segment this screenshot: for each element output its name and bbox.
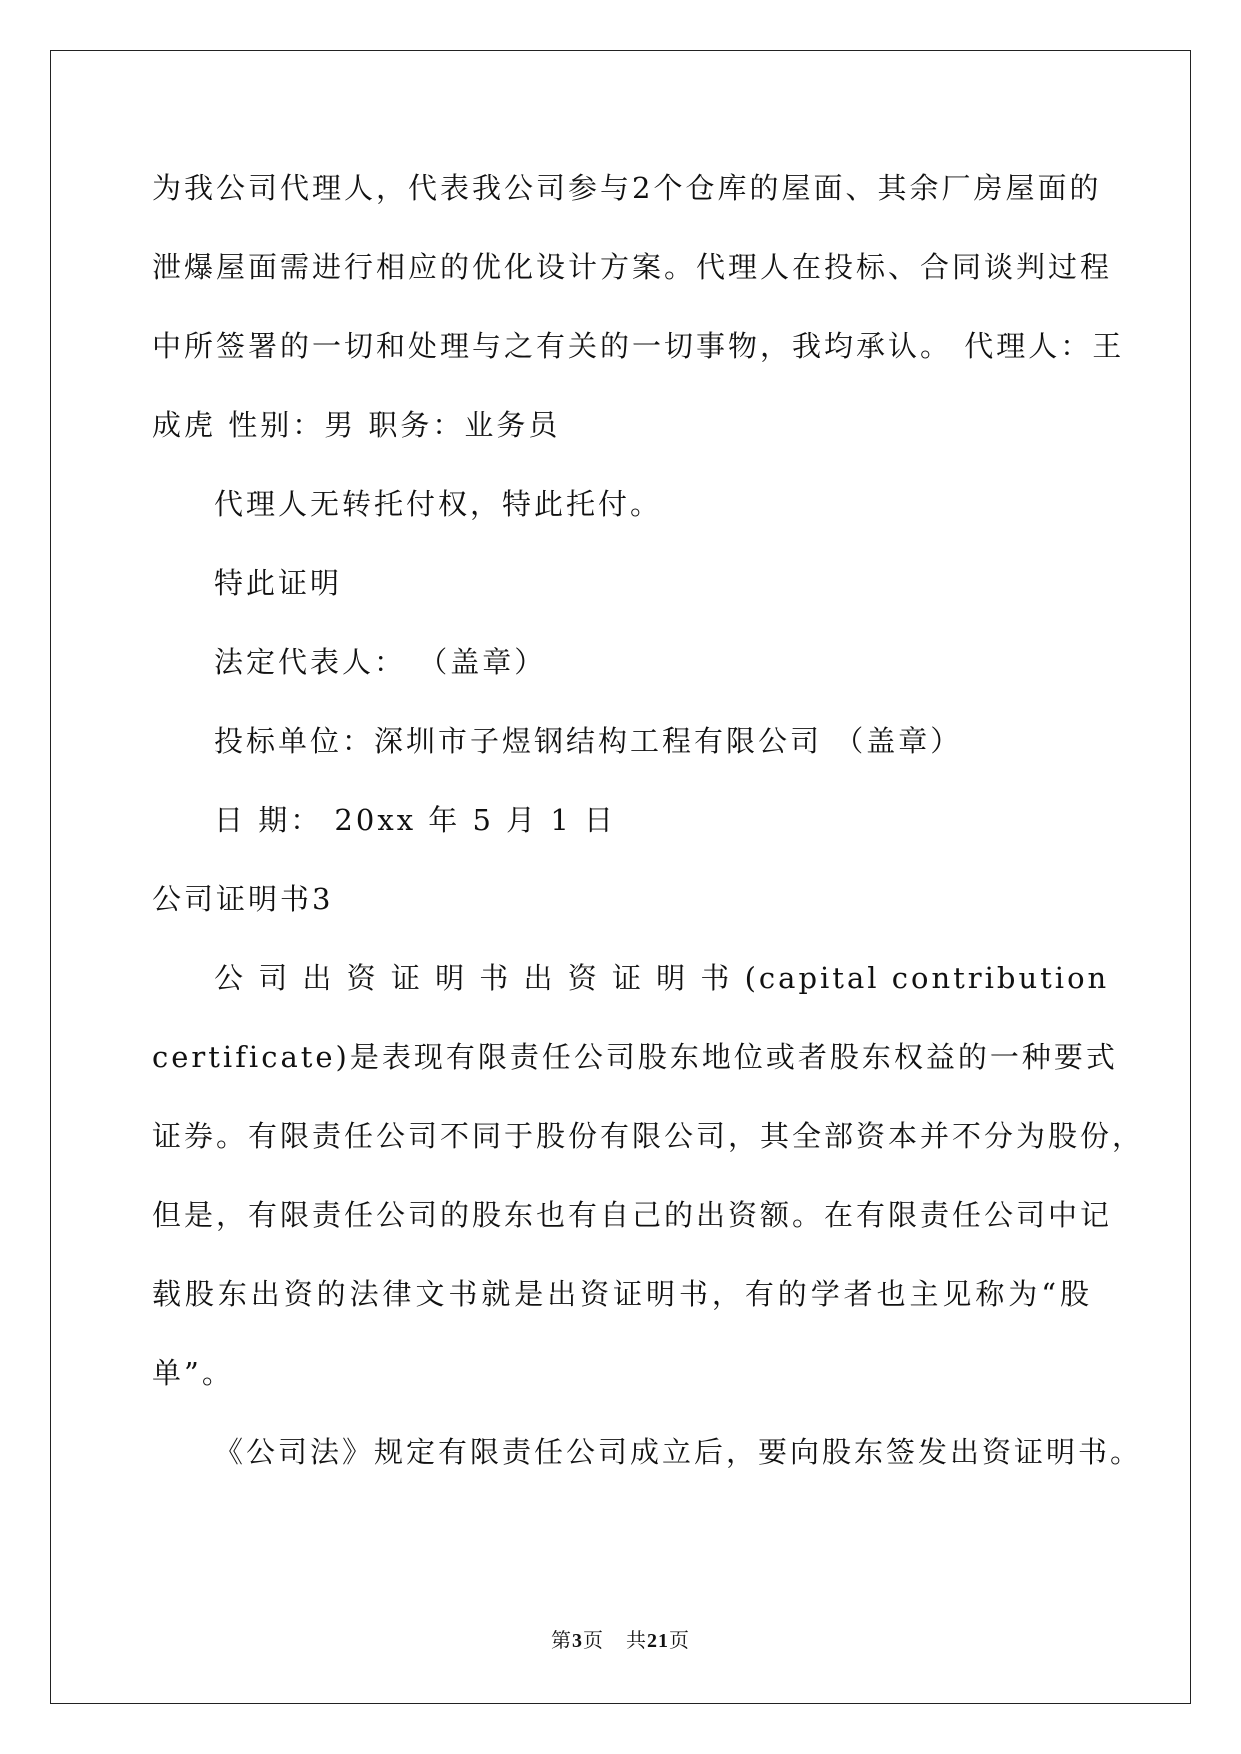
- body-line: 《公司法》规定有限责任公司成立后，要向股东签发出资证明书。: [214, 1435, 1143, 1469]
- body-line: 单”。: [152, 1356, 234, 1390]
- body-line: 成虎 性别：男 职务：业务员: [152, 408, 561, 442]
- document-body: [152, 168, 1145, 1511]
- body-line: 法定代表人： （盖章）: [214, 645, 547, 679]
- body-line: 泄爆屋面需进行相应的优化设计方案。代理人在投标、合同谈判过程: [152, 250, 1113, 284]
- body-line: 投标单位：深圳市子煜钢结构工程有限公司 （盖章）: [214, 724, 963, 758]
- body-line: 为我公司代理人，代表我公司参与2个仓库的屋面、其余厂房屋面的: [152, 171, 1102, 205]
- footer-page-suffix: 页: [582, 1628, 604, 1652]
- total-pages: 21: [647, 1630, 670, 1652]
- body-line: 公 司 出 资 证 明 书 出 资 证 明 书 (capital contribution: [214, 961, 1110, 995]
- page-footer: [0, 1624, 1241, 1653]
- section-heading: 公司证明书3: [152, 882, 334, 916]
- body-line: 证券。有限责任公司不同于股份有限公司，其全部资本并不分为股份，: [152, 1119, 1145, 1153]
- body-line: 特此证明: [214, 566, 343, 600]
- body-line: 但是，有限责任公司的股东也有自己的出资额。在有限责任公司中记: [152, 1198, 1113, 1232]
- body-line: 代理人无转托付权，特此托付。: [214, 487, 663, 521]
- footer-total-suffix: 页: [669, 1628, 691, 1652]
- footer-prefix: 第: [550, 1628, 572, 1652]
- body-line: 载股东出资的法律文书就是出资证明书，有的学者也主见称为“股: [152, 1277, 1092, 1311]
- page-number: 3: [571, 1630, 583, 1652]
- body-line: 中所签署的一切和处理与之有关的一切事物，我均承认。 代理人：王: [152, 329, 1125, 363]
- body-line: certificate)是表现有限责任公司股东地位或者股东权益的一种要式: [152, 1040, 1118, 1074]
- footer-total-prefix: 共: [626, 1628, 648, 1652]
- body-line: 日 期： 20xx 年 5 月 1 日: [214, 803, 617, 837]
